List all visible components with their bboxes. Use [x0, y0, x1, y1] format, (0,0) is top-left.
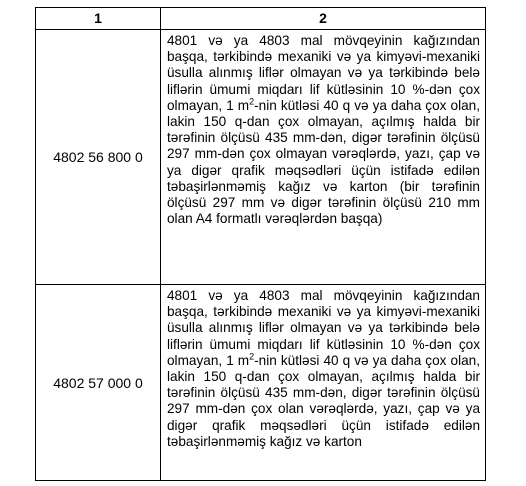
column-header-1: 1 — [36, 8, 161, 30]
commodity-description — [161, 285, 486, 481]
tariff-table — [35, 7, 486, 481]
superscript: 2 — [249, 351, 255, 362]
table-row — [36, 30, 486, 285]
column-header-2: 2 — [161, 8, 486, 30]
description-text: 4801 və ya 4803 mal mövqeyinin kağızından başqa, tərkibində mexaniki və ya kimyəvi-mexaniki üsulla alınmış liflər olmayan və ya tərkibində belə liflərin ümumi miqdarı lif kütləsinin 10 %-dən çox olmayan, 1 m — [167, 288, 480, 368]
commodity-code: 4802 56 800 0 — [36, 30, 161, 285]
superscript: 2 — [249, 96, 255, 107]
description-text-cont: -nin kütləsi 40 q və ya daha çox olan, lakin 150 q-dan çox olmayan, açılmış halda bir tərəfinin ölçüsü 435 mm-dən, digər tərəfinin ölçüsü 297 mm-dən çox olmayan vərəqlərdə, yazı, çap və ya digər qrafik məqsədləri üçün istifadə edilən təbaşirlənməmiş kağız və karton (bir tərəfinin ölçüsü 297 mm və digər tərəfinin ölçüsü 210 mm olan A4 formatlı vərəqlərdən başqa) — [167, 97, 480, 227]
description-text: 4801 və ya 4803 mal mövqeyinin kağızından başqa, tərkibində mexaniki və ya kimyəvi-mexaniki üsulla alınmış liflər olmayan və ya tərkibində belə liflərin ümumi miqdarı lif kütləsinin 10 %-dən çox olmayan, 1 m — [167, 33, 480, 113]
commodity-code: 4802 57 000 0 — [36, 285, 161, 481]
header-row — [36, 8, 486, 30]
table-row — [36, 285, 486, 481]
commodity-description — [161, 30, 486, 285]
description-text-cont: -nin kütləsi 40 q və ya daha çox olan, lakin 150 q-dan çox olmayan, açılmış halda bir tərəfinin ölçüsü 435 mm-dən, digər tərəfinin ölçüsü 297 mm-dən çox olan vərəqlərdə, yazı, çap və ya digər qrafik məqsədləri üçün istifadə edilən təbaşirlənməmiş kağız və karton — [167, 352, 480, 449]
